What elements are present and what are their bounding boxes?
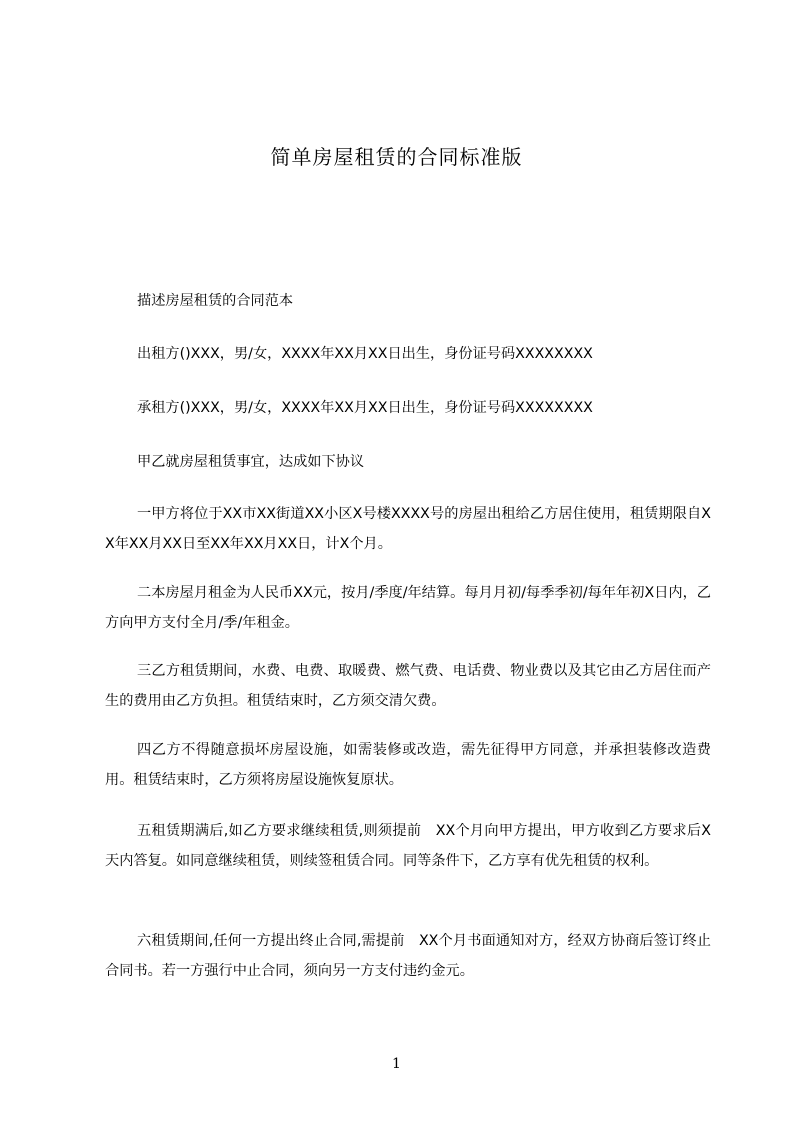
document-title: 简单房屋租赁的合同标准版 [270,145,523,169]
paragraph-clause-5: 五租赁期满后,如乙方要求继续租赁,则须提前 XX个月向甲方提出，甲方收到乙方要求后X天内答复。如同意继续租赁，则续签租赁合同。同等条件下，乙方享有优先租赁的权利。 [105,823,711,869]
paragraph-agreement: 甲乙就房屋租赁事宜，达成如下协议 [137,454,365,470]
paragraph-intro: 描述房屋租赁的合同范本 [137,293,294,309]
paragraph-clause-3: 三乙方租赁期间，水费、电费、取暖费、燃气费、电话费、物业费以及其它由乙方居住而产生的费用由乙方负担。租赁结束时，乙方须交清欠费。 [105,663,711,709]
page-number: 1 [392,1056,401,1072]
paragraph-clause-6: 六租赁期间,任何一方提出终止合同,需提前 XX个月书面通知对方，经双方协商后签订终止合同书。若一方强行中止合同，须向另一方支付违约金元。 [105,933,711,979]
paragraph-clause-4: 四乙方不得随意损坏房屋设施，如需装修或改造，需先征得甲方同意，并承担装修改造费用。租赁结束时，乙方须将房屋设施恢复原状。 [105,742,711,788]
paragraph-clause-2: 二本房屋月租金为人民币XX元，按月/季度/年结算。每月月初/每季季初/每年年初X日内，乙方向甲方支付全月/季/年租金。 [105,585,711,631]
paragraph-clause-1: 一甲方将位于XX市XX街道XX小区X号楼XXXX号的房屋出租给乙方居住使用，租赁期限自XX年XX月XX日至XX年XX月XX日，计X个月。 [105,506,711,552]
paragraph-lessee: 承租方()XXX，男/女，XXXX年XX月XX日出生，身份证号码XXXXXXXX [137,400,593,416]
paragraph-lessor: 出租方()XXX，男/女，XXXX年XX月XX日出生，身份证号码XXXXXXXX [137,346,593,362]
